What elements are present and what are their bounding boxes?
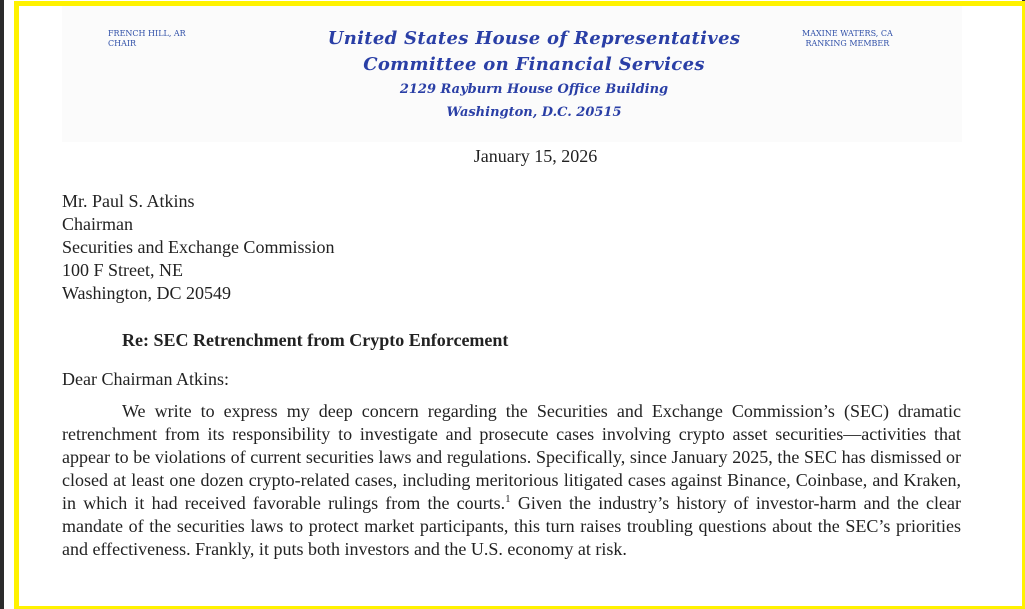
recipient-name: Mr. Paul S. Atkins (62, 191, 195, 211)
letterhead-title-block (269, 26, 799, 124)
chair-name: FRENCH HILL, AR (108, 29, 186, 38)
chair-title: CHAIR (108, 39, 137, 48)
subject-line: Re: SEC Retrenchment from Crypto Enforcement (122, 330, 509, 350)
body-text-part1: We write to express my deep concern regarding the Securities and Exchange Commission’s (SEC) dramatic retrenchment from its responsibility to investigate and prosecute cases involving crypto asset securities—activities that appear to be violations of current securities laws and regulations. Specifically, since January 2025, the SEC has dismissed or closed at least one dozen crypto-related cases, including meritorious litigated cases against Binance, Coinbase, and Kraken, in which it had received favorable rulings from the courts. (62, 401, 961, 513)
ranking-member-name: MAXINE WATERS, CA (802, 29, 893, 38)
recipient-street: 100 F Street, NE (62, 260, 183, 280)
footnote-marker[interactable]: 1 (505, 493, 511, 505)
recipient-title: Chairman (62, 214, 133, 234)
ranking-member-title: RANKING MEMBER (805, 39, 890, 48)
office-address: 2129 Rayburn House Office Building (399, 82, 669, 97)
office-city: Washington, D.C. 20515 (446, 105, 622, 120)
committee-title: Committee on Financial Services (363, 54, 705, 75)
house-title: United States House of Representatives (327, 28, 741, 49)
recipient-organization: Securities and Exchange Commission (62, 237, 335, 257)
letter-date: January 15, 2026 (473, 146, 598, 166)
body-text-part2: Given the industry’s history of investor-harm and the clear mandate of the securities laws to protect market participants, this turn raises troubling questions about the SEC’s priorities and effectiveness. Frankly, it puts both investors and the U.S. economy at risk. (62, 493, 961, 559)
letterhead-chair-block (108, 29, 186, 49)
letter-page (19, 6, 1022, 606)
letterhead-ranking-member-block (802, 29, 893, 49)
body-paragraph (62, 400, 961, 561)
recipient-address (62, 190, 334, 305)
recipient-city: Washington, DC 20549 (62, 283, 232, 303)
salutation: Dear Chairman Atkins: (62, 369, 229, 389)
window-edge-left (0, 0, 4, 609)
